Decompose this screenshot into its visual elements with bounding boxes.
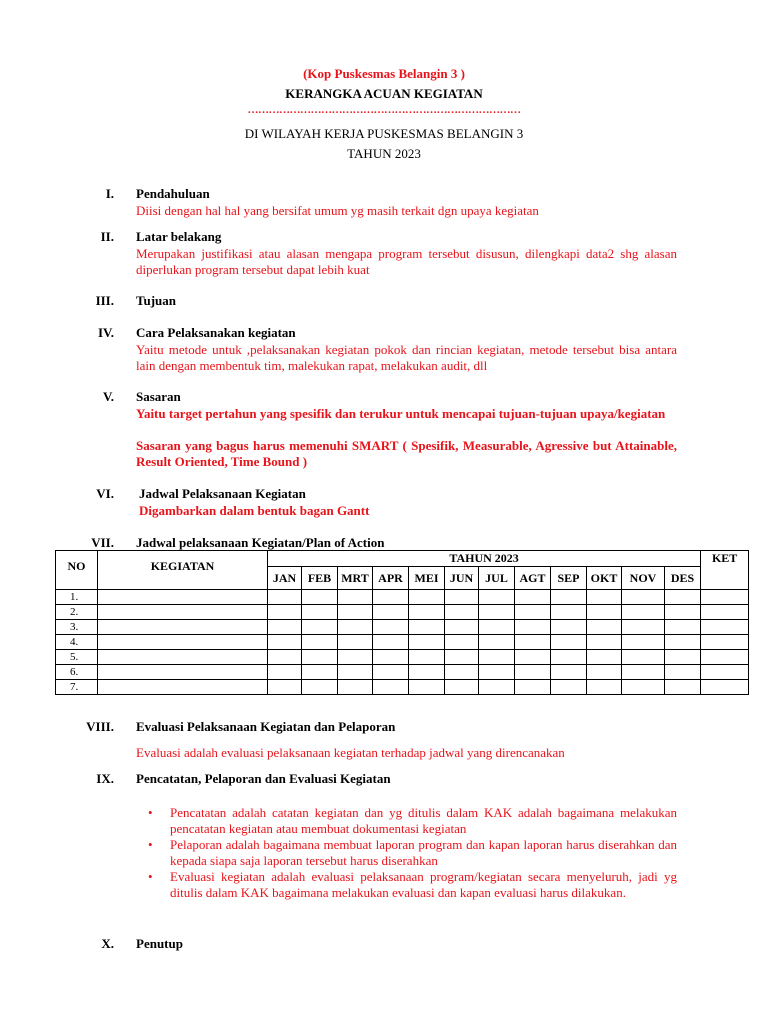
section-title-plan-of-action: Jadwal pelaksanaan Kegiatan/Plan of Action [136, 535, 385, 550]
bullet-icon: • [148, 805, 153, 820]
table-cell-empty [479, 605, 515, 620]
table-header-kegiatan: KEGIATAN [98, 551, 268, 590]
table-row [56, 590, 749, 605]
table-cell-empty [445, 635, 479, 650]
section-title-tujuan: Tujuan [136, 293, 176, 308]
table-cell-empty [302, 590, 338, 605]
table-cell-empty [701, 650, 749, 665]
table-cell-empty [268, 680, 302, 695]
table-cell-empty [373, 650, 409, 665]
table-row [56, 665, 749, 680]
table-cell-empty [622, 650, 665, 665]
section-number-5: V. [103, 389, 114, 404]
table-header-month: JUL [479, 567, 515, 590]
table-header-no: NO [56, 551, 98, 590]
table-cell-empty [515, 635, 551, 650]
table-header-month: DES [665, 567, 701, 590]
document-subtitle: DI WILAYAH KERJA PUSKESMAS BELANGIN 3 [244, 126, 524, 141]
section-number-4: IV. [97, 325, 114, 340]
table-cell-empty [373, 680, 409, 695]
table-cell-empty [445, 680, 479, 695]
table-cell-empty [701, 605, 749, 620]
table-cell-empty [587, 680, 622, 695]
table-cell-empty [302, 650, 338, 665]
table-cell-empty [479, 635, 515, 650]
document-year: TAHUN 2023 [347, 146, 421, 161]
table-cell-no: 6. [56, 665, 98, 680]
kop-header: (Kop Puskesmas Belangin 3 ) [303, 66, 465, 81]
table-cell-empty [701, 620, 749, 635]
table-cell-empty [98, 680, 268, 695]
table-row [56, 605, 749, 620]
table-header-month: NOV [622, 567, 665, 590]
table-cell-no: 1. [56, 590, 98, 605]
section-title-pencatatan: Pencatatan, Pelaporan dan Evaluasi Kegiatan [136, 771, 391, 786]
table-header-month: AGT [515, 567, 551, 590]
table-cell-empty [338, 620, 373, 635]
table-cell-no: 5. [56, 650, 98, 665]
table-cell-empty [701, 590, 749, 605]
table-cell-empty [551, 620, 587, 635]
table-cell-empty [373, 665, 409, 680]
table-cell-empty [302, 605, 338, 620]
section-title-evaluasi: Evaluasi Pelaksanaan Kegiatan dan Pelaporan [136, 719, 396, 734]
table-cell-empty [622, 620, 665, 635]
table-cell-empty [587, 665, 622, 680]
table-cell-empty [445, 620, 479, 635]
section-number-7: VII. [91, 535, 114, 550]
table-cell-empty [445, 590, 479, 605]
section-number-6: VI. [96, 486, 114, 501]
table-cell-empty [409, 590, 445, 605]
section-title-jadwal: Jadwal Pelaksanaan Kegiatan [139, 486, 306, 501]
table-cell-empty [268, 650, 302, 665]
table-cell-empty [665, 680, 701, 695]
table-cell-no: 2. [56, 605, 98, 620]
table-cell-empty [622, 635, 665, 650]
table-cell-empty [515, 620, 551, 635]
table-cell-empty [551, 590, 587, 605]
table-header-month: JAN [268, 567, 302, 590]
table-cell-empty [98, 590, 268, 605]
table-cell-empty [445, 665, 479, 680]
table-header-month: SEP [551, 567, 587, 590]
table-cell-empty [515, 590, 551, 605]
table-cell-empty [479, 665, 515, 680]
table-header-month: OKT [587, 567, 622, 590]
section-text-pendahuluan: Diisi dengan hal hal yang bersifat umum yg masih terkait dgn upaya kegiatan [136, 203, 539, 218]
table-cell-empty [338, 590, 373, 605]
table-cell-empty [373, 620, 409, 635]
section-title-pendahuluan: Pendahuluan [136, 186, 210, 201]
table-cell-empty [409, 620, 445, 635]
table-cell-empty [373, 635, 409, 650]
table-cell-empty [515, 605, 551, 620]
table-cell-empty [409, 665, 445, 680]
table-cell-empty [268, 635, 302, 650]
table-cell-empty [302, 665, 338, 680]
table-cell-empty [98, 605, 268, 620]
table-cell-empty [551, 650, 587, 665]
table-cell-empty [587, 635, 622, 650]
table-cell-empty [268, 620, 302, 635]
title-dotted-line: …………………………………………………………………… [247, 104, 521, 116]
table-row [56, 650, 749, 665]
table-cell-empty [622, 590, 665, 605]
table-cell-empty [665, 665, 701, 680]
table-cell-empty [665, 635, 701, 650]
table-cell-empty [338, 665, 373, 680]
section-text-sasaran-smart: Sasaran yang bagus harus memenuhi SMART ( Spesifik, Measurable, Agressive but Attainable, Result Oriented, Time Bound ) [136, 438, 677, 469]
pencatatan-bullet-list [148, 805, 677, 901]
table-cell-empty [302, 635, 338, 650]
table-cell-empty [98, 620, 268, 635]
section-number-9: IX. [96, 771, 114, 786]
table-cell-empty [268, 665, 302, 680]
table-cell-empty [701, 680, 749, 695]
table-cell-empty [338, 635, 373, 650]
plan-of-action-table [55, 550, 749, 695]
table-cell-empty [622, 665, 665, 680]
table-cell-empty [268, 590, 302, 605]
section-title-latar-belakang: Latar belakang [136, 229, 222, 244]
table-cell-empty [587, 650, 622, 665]
list-item: • Pencatatan adalah catatan kegiatan dan yg ditulis dalam KAK adalah bagaimana melakukan pencatatan kegiatan atau membuat dokumentasi kegiatan [148, 805, 677, 836]
document-title: KERANGKA ACUAN KEGIATAN [285, 86, 483, 101]
table-cell-empty [515, 665, 551, 680]
table-cell-empty [515, 650, 551, 665]
table-cell-empty [445, 605, 479, 620]
table-header-month: JUN [445, 567, 479, 590]
table-cell-empty [98, 665, 268, 680]
table-cell-empty [479, 590, 515, 605]
table-header-month: APR [373, 567, 409, 590]
table-cell-empty [373, 605, 409, 620]
table-cell-empty [551, 605, 587, 620]
bullet-icon: • [148, 837, 153, 852]
section-title-cara-pelaksanaan: Cara Pelaksanakan kegiatan [136, 325, 296, 340]
section-number-3: III. [95, 293, 114, 308]
section-text-cara-pelaksanaan: Yaitu metode untuk ,pelaksanakan kegiatan pokok dan rincian kegiatan, metode tersebut bisa antara lain dengan membentuk tim, malekukan rapat, melakukan audit, dll [136, 342, 677, 373]
section-number-10: X. [101, 936, 114, 951]
table-header-month: MEI [409, 567, 445, 590]
table-header-year: TAHUN 2023 [268, 551, 701, 567]
table-cell-empty [373, 590, 409, 605]
table-cell-empty [479, 680, 515, 695]
table-cell-empty [587, 620, 622, 635]
table-cell-empty [98, 650, 268, 665]
section-number-8: VIII. [86, 719, 114, 734]
table-cell-empty [587, 605, 622, 620]
bullet-icon: • [148, 869, 153, 884]
table-cell-empty [445, 650, 479, 665]
table-cell-empty [409, 635, 445, 650]
table-cell-empty [701, 635, 749, 650]
table-cell-empty [551, 665, 587, 680]
table-cell-empty [302, 680, 338, 695]
table-header-month: FEB [302, 567, 338, 590]
section-title-penutup: Penutup [136, 936, 183, 951]
table-cell-empty [338, 650, 373, 665]
section-text-jadwal: Digambarkan dalam bentuk bagan Gantt [139, 503, 370, 518]
table-row [56, 635, 749, 650]
table-cell-no: 3. [56, 620, 98, 635]
table-cell-empty [665, 620, 701, 635]
table-cell-empty [268, 605, 302, 620]
section-number-2: II. [100, 229, 114, 244]
table-cell-empty [551, 635, 587, 650]
table-cell-empty [409, 680, 445, 695]
table-cell-empty [302, 620, 338, 635]
table-cell-empty [551, 680, 587, 695]
table-cell-empty [587, 590, 622, 605]
table-row [56, 620, 749, 635]
table-cell-no: 4. [56, 635, 98, 650]
table-cell-empty [338, 605, 373, 620]
table-header-ket: KET [701, 551, 749, 590]
table-row [56, 680, 749, 695]
section-title-sasaran: Sasaran [136, 389, 181, 404]
table-cell-empty [665, 605, 701, 620]
list-item: • Pelaporan adalah bagaimana membuat laporan program dan kapan laporan harus diserahkan dan kepada siapa saja laporan tersebut harus diserahkan [148, 837, 677, 868]
section-text-latar-belakang: Merupakan justifikasi atau alasan mengapa program tersebut disusun, dilengkapi data2 shg alasan diperlukan program tersebut dapat lebih kuat [136, 246, 677, 277]
list-item: • Evaluasi kegiatan adalah evaluasi pelaksanaan program/kegiatan secara menyeluruh, jadi yg ditulis dalam KAK bagaimana melakukan evaluasi dan kapan evaluasi harus dilakukan. [148, 869, 677, 900]
table-cell-empty [515, 680, 551, 695]
table-cell-empty [622, 680, 665, 695]
table-cell-empty [665, 590, 701, 605]
table-cell-empty [98, 635, 268, 650]
table-cell-empty [479, 650, 515, 665]
table-cell-empty [338, 680, 373, 695]
section-text-evaluasi: Evaluasi adalah evaluasi pelaksanaan kegiatan terhadap jadwal yang direncanakan [136, 745, 565, 760]
section-number-1: I. [105, 186, 114, 201]
table-cell-no: 7. [56, 680, 98, 695]
table-cell-empty [479, 620, 515, 635]
table-cell-empty [665, 650, 701, 665]
section-text-sasaran-target: Yaitu target pertahun yang spesifik dan terukur untuk mencapai tujuan-tujuan upaya/kegiatan [136, 406, 666, 421]
table-cell-empty [409, 650, 445, 665]
table-header-month: MRT [338, 567, 373, 590]
table-cell-empty [409, 605, 445, 620]
table-cell-empty [622, 605, 665, 620]
table-cell-empty [701, 665, 749, 680]
